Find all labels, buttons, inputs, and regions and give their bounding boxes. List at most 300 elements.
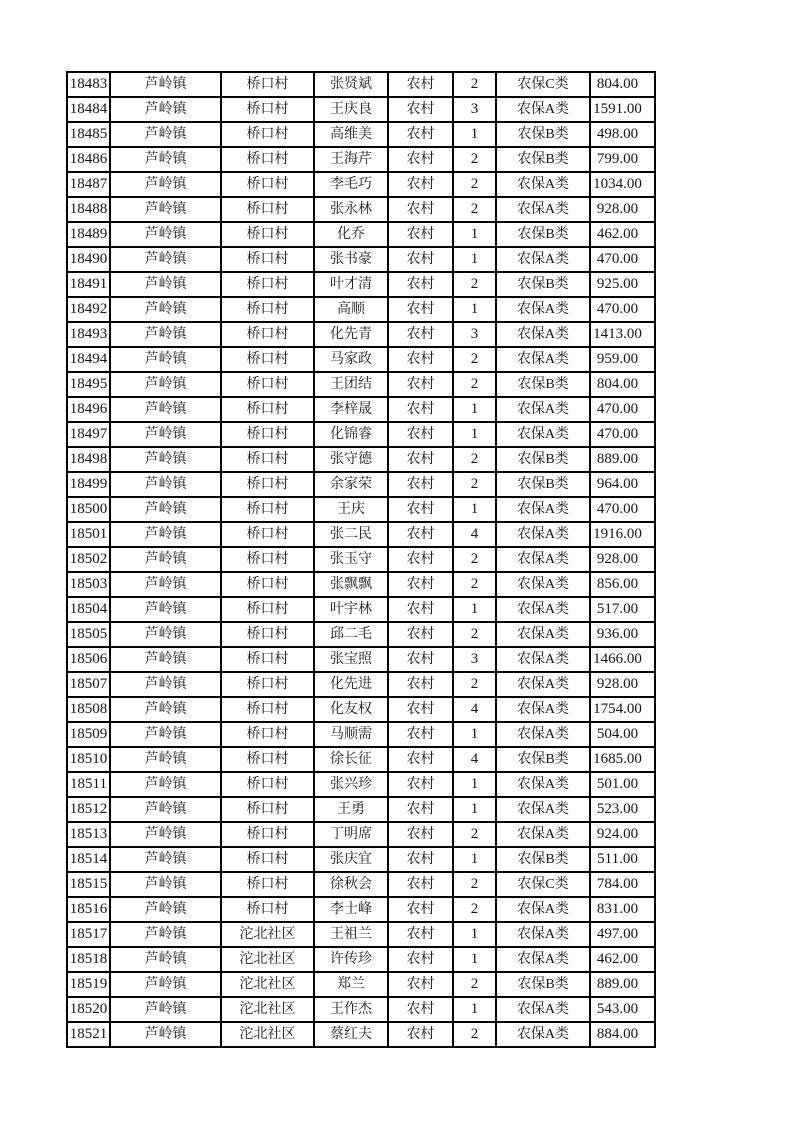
cell-village: 桥口村 <box>221 722 314 747</box>
cell-amount: 498.00 <box>590 122 655 147</box>
cell-town: 芦岭镇 <box>110 522 221 547</box>
cell-name: 王海芹 <box>314 147 388 172</box>
cell-resident-type: 农村 <box>388 197 453 222</box>
cell-village: 桥口村 <box>221 372 314 397</box>
cell-id: 18516 <box>67 897 110 922</box>
cell-resident-type: 农村 <box>388 322 453 347</box>
cell-insurance-class: 农保B类 <box>496 122 590 147</box>
cell-insurance-class: 农保B类 <box>496 272 590 297</box>
cell-amount: 517.00 <box>590 597 655 622</box>
cell-id: 18506 <box>67 647 110 672</box>
cell-id: 18485 <box>67 122 110 147</box>
cell-insurance-class: 农保A类 <box>496 322 590 347</box>
cell-person-count: 1 <box>453 422 496 447</box>
cell-town: 芦岭镇 <box>110 997 221 1022</box>
cell-town: 芦岭镇 <box>110 697 221 722</box>
cell-village: 桥口村 <box>221 822 314 847</box>
cell-name: 化先进 <box>314 672 388 697</box>
cell-name: 马家政 <box>314 347 388 372</box>
cell-resident-type: 农村 <box>388 672 453 697</box>
cell-amount: 804.00 <box>590 72 655 97</box>
cell-resident-type: 农村 <box>388 272 453 297</box>
cell-person-count: 2 <box>453 272 496 297</box>
cell-amount: 928.00 <box>590 197 655 222</box>
table-row <box>67 722 655 747</box>
cell-name: 张书豪 <box>314 247 388 272</box>
cell-amount: 470.00 <box>590 422 655 447</box>
table-row <box>67 747 655 772</box>
table-row <box>67 447 655 472</box>
cell-village: 桥口村 <box>221 272 314 297</box>
cell-town: 芦岭镇 <box>110 1022 221 1047</box>
cell-town: 芦岭镇 <box>110 172 221 197</box>
cell-insurance-class: 农保A类 <box>496 622 590 647</box>
cell-name: 王勇 <box>314 797 388 822</box>
table-row <box>67 72 655 97</box>
cell-insurance-class: 农保A类 <box>496 297 590 322</box>
cell-village: 桥口村 <box>221 872 314 897</box>
cell-resident-type: 农村 <box>388 72 453 97</box>
cell-person-count: 2 <box>453 872 496 897</box>
cell-resident-type: 农村 <box>388 772 453 797</box>
cell-id: 18513 <box>67 822 110 847</box>
cell-amount: 470.00 <box>590 497 655 522</box>
cell-person-count: 4 <box>453 747 496 772</box>
cell-insurance-class: 农保A类 <box>496 672 590 697</box>
table-row <box>67 547 655 572</box>
cell-resident-type: 农村 <box>388 222 453 247</box>
cell-name: 张守德 <box>314 447 388 472</box>
cell-insurance-class: 农保C类 <box>496 872 590 897</box>
cell-village: 桥口村 <box>221 547 314 572</box>
cell-amount: 831.00 <box>590 897 655 922</box>
cell-resident-type: 农村 <box>388 697 453 722</box>
cell-person-count: 1 <box>453 847 496 872</box>
cell-person-count: 1 <box>453 997 496 1022</box>
cell-town: 芦岭镇 <box>110 497 221 522</box>
cell-insurance-class: 农保A类 <box>496 597 590 622</box>
cell-town: 芦岭镇 <box>110 397 221 422</box>
cell-person-count: 4 <box>453 522 496 547</box>
cell-insurance-class: 农保A类 <box>496 1022 590 1047</box>
cell-id: 18504 <box>67 597 110 622</box>
cell-resident-type: 农村 <box>388 372 453 397</box>
table-row <box>67 572 655 597</box>
cell-town: 芦岭镇 <box>110 197 221 222</box>
cell-insurance-class: 农保B类 <box>496 372 590 397</box>
cell-amount: 1466.00 <box>590 647 655 672</box>
cell-id: 18491 <box>67 272 110 297</box>
cell-name: 蔡红夫 <box>314 1022 388 1047</box>
cell-village: 桥口村 <box>221 522 314 547</box>
cell-person-count: 1 <box>453 497 496 522</box>
cell-amount: 856.00 <box>590 572 655 597</box>
cell-name: 张宝照 <box>314 647 388 672</box>
cell-person-count: 2 <box>453 1022 496 1047</box>
cell-id: 18520 <box>67 997 110 1022</box>
cell-resident-type: 农村 <box>388 497 453 522</box>
cell-village: 桥口村 <box>221 897 314 922</box>
cell-town: 芦岭镇 <box>110 147 221 172</box>
cell-name: 高维美 <box>314 122 388 147</box>
cell-person-count: 4 <box>453 697 496 722</box>
cell-town: 芦岭镇 <box>110 897 221 922</box>
cell-insurance-class: 农保A类 <box>496 547 590 572</box>
cell-amount: 936.00 <box>590 622 655 647</box>
table-row <box>67 497 655 522</box>
cell-amount: 889.00 <box>590 447 655 472</box>
cell-person-count: 3 <box>453 647 496 672</box>
cell-id: 18494 <box>67 347 110 372</box>
cell-person-count: 2 <box>453 172 496 197</box>
cell-name: 张永林 <box>314 197 388 222</box>
table-row <box>67 872 655 897</box>
cell-id: 18502 <box>67 547 110 572</box>
cell-id: 18512 <box>67 797 110 822</box>
cell-insurance-class: 农保A类 <box>496 522 590 547</box>
cell-id: 18493 <box>67 322 110 347</box>
cell-person-count: 2 <box>453 622 496 647</box>
cell-name: 郑兰 <box>314 972 388 997</box>
cell-village: 桥口村 <box>221 797 314 822</box>
cell-id: 18490 <box>67 247 110 272</box>
cell-name: 李士峰 <box>314 897 388 922</box>
cell-id: 18509 <box>67 722 110 747</box>
cell-resident-type: 农村 <box>388 947 453 972</box>
cell-village: 桥口村 <box>221 697 314 722</box>
cell-person-count: 3 <box>453 322 496 347</box>
cell-resident-type: 农村 <box>388 547 453 572</box>
cell-town: 芦岭镇 <box>110 597 221 622</box>
cell-id: 18510 <box>67 747 110 772</box>
cell-village: 桥口村 <box>221 222 314 247</box>
table-row <box>67 647 655 672</box>
cell-person-count: 1 <box>453 597 496 622</box>
cell-amount: 523.00 <box>590 797 655 822</box>
cell-person-count: 2 <box>453 472 496 497</box>
cell-resident-type: 农村 <box>388 172 453 197</box>
cell-name: 高顺 <box>314 297 388 322</box>
cell-amount: 884.00 <box>590 1022 655 1047</box>
cell-resident-type: 农村 <box>388 922 453 947</box>
cell-person-count: 1 <box>453 297 496 322</box>
table-row <box>67 122 655 147</box>
cell-village: 桥口村 <box>221 597 314 622</box>
table-row <box>67 147 655 172</box>
table-row <box>67 197 655 222</box>
cell-town: 芦岭镇 <box>110 772 221 797</box>
cell-village: 桥口村 <box>221 447 314 472</box>
cell-amount: 1034.00 <box>590 172 655 197</box>
cell-village: 桥口村 <box>221 297 314 322</box>
cell-person-count: 2 <box>453 372 496 397</box>
cell-person-count: 2 <box>453 672 496 697</box>
cell-amount: 1916.00 <box>590 522 655 547</box>
cell-town: 芦岭镇 <box>110 572 221 597</box>
table-row <box>67 597 655 622</box>
cell-town: 芦岭镇 <box>110 472 221 497</box>
table-row <box>67 422 655 447</box>
cell-village: 桥口村 <box>221 197 314 222</box>
cell-id: 18500 <box>67 497 110 522</box>
cell-person-count: 1 <box>453 922 496 947</box>
cell-resident-type: 农村 <box>388 447 453 472</box>
cell-amount: 1591.00 <box>590 97 655 122</box>
cell-village: 桥口村 <box>221 322 314 347</box>
cell-amount: 1413.00 <box>590 322 655 347</box>
cell-name: 许传珍 <box>314 947 388 972</box>
cell-town: 芦岭镇 <box>110 822 221 847</box>
table-row <box>67 347 655 372</box>
cell-insurance-class: 农保A类 <box>496 647 590 672</box>
cell-amount: 959.00 <box>590 347 655 372</box>
cell-town: 芦岭镇 <box>110 547 221 572</box>
table-row <box>67 822 655 847</box>
cell-village: 桥口村 <box>221 247 314 272</box>
cell-town: 芦岭镇 <box>110 297 221 322</box>
cell-insurance-class: 农保C类 <box>496 72 590 97</box>
cell-insurance-class: 农保A类 <box>496 922 590 947</box>
cell-insurance-class: 农保B类 <box>496 447 590 472</box>
cell-resident-type: 农村 <box>388 147 453 172</box>
cell-insurance-class: 农保A类 <box>496 497 590 522</box>
cell-name: 化乔 <box>314 222 388 247</box>
table-row <box>67 1022 655 1047</box>
cell-resident-type: 农村 <box>388 822 453 847</box>
cell-name: 张玉守 <box>314 547 388 572</box>
cell-resident-type: 农村 <box>388 647 453 672</box>
cell-name: 张贤斌 <box>314 72 388 97</box>
cell-amount: 504.00 <box>590 722 655 747</box>
cell-amount: 470.00 <box>590 297 655 322</box>
cell-resident-type: 农村 <box>388 622 453 647</box>
cell-name: 张飘飘 <box>314 572 388 597</box>
cell-id: 18515 <box>67 872 110 897</box>
table-row <box>67 947 655 972</box>
cell-insurance-class: 农保A类 <box>496 97 590 122</box>
cell-insurance-class: 农保A类 <box>496 397 590 422</box>
cell-village: 桥口村 <box>221 847 314 872</box>
cell-town: 芦岭镇 <box>110 922 221 947</box>
table-row <box>67 297 655 322</box>
cell-amount: 1754.00 <box>590 697 655 722</box>
cell-amount: 784.00 <box>590 872 655 897</box>
cell-village: 桥口村 <box>221 572 314 597</box>
cell-person-count: 1 <box>453 397 496 422</box>
cell-town: 芦岭镇 <box>110 72 221 97</box>
cell-village: 桥口村 <box>221 397 314 422</box>
table-row <box>67 172 655 197</box>
table-row <box>67 472 655 497</box>
cell-id: 18518 <box>67 947 110 972</box>
cell-id: 18484 <box>67 97 110 122</box>
cell-village: 桥口村 <box>221 647 314 672</box>
cell-amount: 964.00 <box>590 472 655 497</box>
cell-insurance-class: 农保A类 <box>496 572 590 597</box>
cell-village: 沱北社区 <box>221 947 314 972</box>
table-row <box>67 772 655 797</box>
cell-amount: 470.00 <box>590 247 655 272</box>
cell-id: 18521 <box>67 1022 110 1047</box>
cell-insurance-class: 农保A类 <box>496 822 590 847</box>
cell-village: 桥口村 <box>221 422 314 447</box>
table-row <box>67 847 655 872</box>
table-row <box>67 397 655 422</box>
cell-village: 桥口村 <box>221 472 314 497</box>
cell-insurance-class: 农保A类 <box>496 422 590 447</box>
cell-amount: 497.00 <box>590 922 655 947</box>
cell-name: 叶宇林 <box>314 597 388 622</box>
cell-name: 丁明席 <box>314 822 388 847</box>
cell-resident-type: 农村 <box>388 97 453 122</box>
cell-id: 18514 <box>67 847 110 872</box>
cell-insurance-class: 农保A类 <box>496 947 590 972</box>
cell-name: 余家荣 <box>314 472 388 497</box>
cell-insurance-class: 农保B类 <box>496 222 590 247</box>
cell-insurance-class: 农保A类 <box>496 772 590 797</box>
cell-id: 18489 <box>67 222 110 247</box>
cell-resident-type: 农村 <box>388 522 453 547</box>
cell-town: 芦岭镇 <box>110 672 221 697</box>
cell-name: 叶才清 <box>314 272 388 297</box>
cell-insurance-class: 农保B类 <box>496 472 590 497</box>
cell-name: 王祖兰 <box>314 922 388 947</box>
cell-person-count: 2 <box>453 347 496 372</box>
cell-name: 王庆良 <box>314 97 388 122</box>
cell-id: 18486 <box>67 147 110 172</box>
cell-amount: 928.00 <box>590 672 655 697</box>
cell-amount: 924.00 <box>590 822 655 847</box>
cell-town: 芦岭镇 <box>110 872 221 897</box>
cell-name: 徐秋会 <box>314 872 388 897</box>
cell-id: 18498 <box>67 447 110 472</box>
cell-insurance-class: 农保A类 <box>496 172 590 197</box>
cell-id: 18517 <box>67 922 110 947</box>
cell-resident-type: 农村 <box>388 572 453 597</box>
cell-town: 芦岭镇 <box>110 747 221 772</box>
cell-id: 18501 <box>67 522 110 547</box>
cell-amount: 543.00 <box>590 997 655 1022</box>
cell-amount: 1685.00 <box>590 747 655 772</box>
cell-village: 沱北社区 <box>221 922 314 947</box>
cell-village: 桥口村 <box>221 747 314 772</box>
cell-town: 芦岭镇 <box>110 222 221 247</box>
cell-amount: 928.00 <box>590 547 655 572</box>
cell-town: 芦岭镇 <box>110 322 221 347</box>
cell-town: 芦岭镇 <box>110 972 221 997</box>
cell-name: 徐长征 <box>314 747 388 772</box>
cell-insurance-class: 农保A类 <box>496 722 590 747</box>
table-row <box>67 897 655 922</box>
cell-village: 桥口村 <box>221 347 314 372</box>
cell-id: 18505 <box>67 622 110 647</box>
cell-amount: 462.00 <box>590 947 655 972</box>
cell-insurance-class: 农保A类 <box>496 347 590 372</box>
table-row <box>67 97 655 122</box>
cell-town: 芦岭镇 <box>110 797 221 822</box>
cell-amount: 501.00 <box>590 772 655 797</box>
cell-resident-type: 农村 <box>388 972 453 997</box>
cell-amount: 799.00 <box>590 147 655 172</box>
cell-resident-type: 农村 <box>388 347 453 372</box>
cell-resident-type: 农村 <box>388 397 453 422</box>
cell-town: 芦岭镇 <box>110 847 221 872</box>
cell-town: 芦岭镇 <box>110 272 221 297</box>
cell-amount: 470.00 <box>590 397 655 422</box>
cell-insurance-class: 农保B类 <box>496 847 590 872</box>
cell-id: 18503 <box>67 572 110 597</box>
table-row <box>67 697 655 722</box>
cell-town: 芦岭镇 <box>110 347 221 372</box>
cell-town: 芦岭镇 <box>110 447 221 472</box>
cell-id: 18483 <box>67 72 110 97</box>
table-row <box>67 272 655 297</box>
cell-insurance-class: 农保A类 <box>496 897 590 922</box>
cell-town: 芦岭镇 <box>110 722 221 747</box>
cell-name: 马顺需 <box>314 722 388 747</box>
cell-village: 桥口村 <box>221 97 314 122</box>
cell-resident-type: 农村 <box>388 897 453 922</box>
cell-person-count: 1 <box>453 772 496 797</box>
cell-amount: 462.00 <box>590 222 655 247</box>
cell-village: 沱北社区 <box>221 972 314 997</box>
table-row <box>67 247 655 272</box>
cell-id: 18519 <box>67 972 110 997</box>
cell-person-count: 1 <box>453 947 496 972</box>
cell-insurance-class: 农保A类 <box>496 697 590 722</box>
table-row <box>67 622 655 647</box>
table-row <box>67 222 655 247</box>
cell-person-count: 2 <box>453 572 496 597</box>
table-body <box>67 72 655 1047</box>
cell-person-count: 1 <box>453 222 496 247</box>
cell-name: 王团结 <box>314 372 388 397</box>
cell-id: 18487 <box>67 172 110 197</box>
cell-amount: 925.00 <box>590 272 655 297</box>
cell-id: 18497 <box>67 422 110 447</box>
cell-village: 桥口村 <box>221 122 314 147</box>
cell-village: 桥口村 <box>221 147 314 172</box>
cell-id: 18507 <box>67 672 110 697</box>
cell-resident-type: 农村 <box>388 122 453 147</box>
cell-insurance-class: 农保B类 <box>496 747 590 772</box>
cell-resident-type: 农村 <box>388 1022 453 1047</box>
cell-id: 18508 <box>67 697 110 722</box>
table-row <box>67 672 655 697</box>
table-row <box>67 372 655 397</box>
insurance-roster-table <box>66 71 656 1048</box>
cell-insurance-class: 农保B类 <box>496 972 590 997</box>
cell-name: 邱二毛 <box>314 622 388 647</box>
cell-person-count: 1 <box>453 247 496 272</box>
cell-village: 桥口村 <box>221 72 314 97</box>
cell-name: 张庆宜 <box>314 847 388 872</box>
cell-insurance-class: 农保A类 <box>496 197 590 222</box>
cell-person-count: 2 <box>453 897 496 922</box>
cell-town: 芦岭镇 <box>110 372 221 397</box>
cell-resident-type: 农村 <box>388 747 453 772</box>
cell-name: 化友权 <box>314 697 388 722</box>
cell-id: 18495 <box>67 372 110 397</box>
cell-resident-type: 农村 <box>388 247 453 272</box>
cell-name: 化先青 <box>314 322 388 347</box>
cell-resident-type: 农村 <box>388 722 453 747</box>
cell-name: 王庆 <box>314 497 388 522</box>
cell-person-count: 2 <box>453 447 496 472</box>
table-row <box>67 997 655 1022</box>
cell-resident-type: 农村 <box>388 297 453 322</box>
table-row <box>67 972 655 997</box>
